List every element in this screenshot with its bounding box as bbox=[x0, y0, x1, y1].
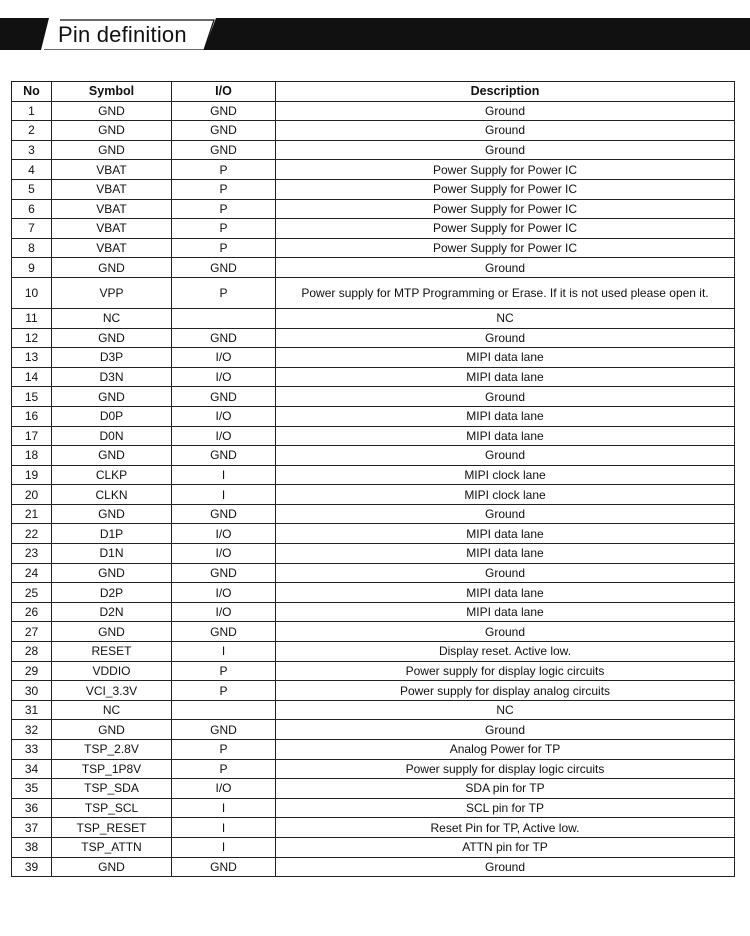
pin-io: GND bbox=[172, 328, 276, 348]
pin-description: Ground bbox=[276, 622, 735, 642]
pin-io: GND bbox=[172, 446, 276, 466]
header-symbol: Symbol bbox=[52, 82, 172, 102]
pin-io: I/O bbox=[172, 348, 276, 368]
pin-io: I bbox=[172, 798, 276, 818]
pin-io: P bbox=[172, 179, 276, 199]
pin-description: ATTN pin for TP bbox=[276, 837, 735, 857]
pin-symbol: D3N bbox=[52, 367, 172, 387]
table-row bbox=[12, 504, 735, 524]
pin-symbol: VBAT bbox=[52, 160, 172, 180]
pin-description: Ground bbox=[276, 563, 735, 583]
pin-symbol: D1P bbox=[52, 524, 172, 544]
pin-io: I/O bbox=[172, 524, 276, 544]
pin-symbol: GND bbox=[52, 328, 172, 348]
pin-number: 23 bbox=[12, 544, 52, 564]
table-row bbox=[12, 602, 735, 622]
pin-description: Ground bbox=[276, 720, 735, 740]
pin-description: Power supply for display logic circuits bbox=[276, 759, 735, 779]
pin-number: 25 bbox=[12, 583, 52, 603]
pin-number: 12 bbox=[12, 328, 52, 348]
pin-number: 29 bbox=[12, 661, 52, 681]
pin-symbol: TSP_1P8V bbox=[52, 759, 172, 779]
pin-number: 2 bbox=[12, 121, 52, 141]
pin-number: 16 bbox=[12, 406, 52, 426]
pin-description: Power supply for display logic circuits bbox=[276, 661, 735, 681]
table-row bbox=[12, 779, 735, 799]
pin-description: Power supply for display analog circuits bbox=[276, 681, 735, 701]
table-row bbox=[12, 465, 735, 485]
pin-description: Ground bbox=[276, 101, 735, 121]
pin-symbol: GND bbox=[52, 446, 172, 466]
pin-io: P bbox=[172, 219, 276, 239]
pin-io: I bbox=[172, 818, 276, 838]
pin-description: Power Supply for Power IC bbox=[276, 160, 735, 180]
table-row bbox=[12, 759, 735, 779]
pin-number: 20 bbox=[12, 485, 52, 505]
pin-number: 17 bbox=[12, 426, 52, 446]
pin-description: Analog Power for TP bbox=[276, 740, 735, 760]
pin-number: 31 bbox=[12, 700, 52, 720]
table-row bbox=[12, 798, 735, 818]
pin-description: Display reset. Active low. bbox=[276, 642, 735, 662]
pin-description: MIPI data lane bbox=[276, 583, 735, 603]
pin-symbol: GND bbox=[52, 258, 172, 278]
pin-symbol: GND bbox=[52, 121, 172, 141]
pin-io: P bbox=[172, 277, 276, 308]
table-body bbox=[12, 101, 735, 877]
pin-definition-table bbox=[11, 81, 735, 877]
pin-symbol: GND bbox=[52, 563, 172, 583]
table-row bbox=[12, 446, 735, 466]
table-row bbox=[12, 642, 735, 662]
pin-symbol: GND bbox=[52, 387, 172, 407]
pin-io: GND bbox=[172, 622, 276, 642]
pin-number: 11 bbox=[12, 308, 52, 328]
pin-number: 27 bbox=[12, 622, 52, 642]
pin-symbol: GND bbox=[52, 140, 172, 160]
table-row bbox=[12, 740, 735, 760]
pin-description: Ground bbox=[276, 446, 735, 466]
table-row bbox=[12, 199, 735, 219]
table-row bbox=[12, 524, 735, 544]
table-row bbox=[12, 681, 735, 701]
pin-description: Power supply for MTP Programming or Erase. If it is not used please open it. bbox=[276, 277, 735, 308]
pin-io: GND bbox=[172, 387, 276, 407]
pin-number: 37 bbox=[12, 818, 52, 838]
table-row bbox=[12, 160, 735, 180]
pin-description: Power Supply for Power IC bbox=[276, 219, 735, 239]
table-row bbox=[12, 837, 735, 857]
pin-symbol: D0P bbox=[52, 406, 172, 426]
pin-symbol: GND bbox=[52, 622, 172, 642]
pin-number: 33 bbox=[12, 740, 52, 760]
pin-io bbox=[172, 308, 276, 328]
pin-io: I bbox=[172, 465, 276, 485]
pin-number: 15 bbox=[12, 387, 52, 407]
pin-description: Power Supply for Power IC bbox=[276, 179, 735, 199]
pin-symbol: TSP_2.8V bbox=[52, 740, 172, 760]
pin-number: 34 bbox=[12, 759, 52, 779]
table-row bbox=[12, 406, 735, 426]
pin-description: Ground bbox=[276, 857, 735, 877]
pin-symbol: NC bbox=[52, 308, 172, 328]
pin-symbol: D2N bbox=[52, 602, 172, 622]
pin-description: Ground bbox=[276, 387, 735, 407]
pin-io: I/O bbox=[172, 544, 276, 564]
pin-description: Ground bbox=[276, 504, 735, 524]
pin-io: P bbox=[172, 681, 276, 701]
pin-number: 13 bbox=[12, 348, 52, 368]
pin-description: MIPI data lane bbox=[276, 544, 735, 564]
pin-io: P bbox=[172, 661, 276, 681]
pin-description: Power Supply for Power IC bbox=[276, 199, 735, 219]
pin-symbol: VCI_3.3V bbox=[52, 681, 172, 701]
pin-description: MIPI data lane bbox=[276, 406, 735, 426]
header-description: Description bbox=[276, 82, 735, 102]
pin-number: 5 bbox=[12, 179, 52, 199]
pin-symbol: VBAT bbox=[52, 219, 172, 239]
pin-description: Ground bbox=[276, 328, 735, 348]
pin-io: GND bbox=[172, 563, 276, 583]
pin-symbol: CLKN bbox=[52, 485, 172, 505]
pin-number: 32 bbox=[12, 720, 52, 740]
table-row bbox=[12, 700, 735, 720]
pin-description: MIPI clock lane bbox=[276, 485, 735, 505]
pin-description: NC bbox=[276, 308, 735, 328]
pin-io: GND bbox=[172, 140, 276, 160]
pin-symbol: GND bbox=[52, 504, 172, 524]
table-row bbox=[12, 367, 735, 387]
pin-io: P bbox=[172, 199, 276, 219]
pin-symbol: CLKP bbox=[52, 465, 172, 485]
pin-io: I bbox=[172, 485, 276, 505]
pin-number: 6 bbox=[12, 199, 52, 219]
table-row bbox=[12, 258, 735, 278]
table-row bbox=[12, 140, 735, 160]
pin-number: 19 bbox=[12, 465, 52, 485]
pin-io: P bbox=[172, 160, 276, 180]
pin-number: 24 bbox=[12, 563, 52, 583]
pin-description: Power Supply for Power IC bbox=[276, 238, 735, 258]
pin-description: MIPI data lane bbox=[276, 348, 735, 368]
table-row bbox=[12, 485, 735, 505]
table-row bbox=[12, 277, 735, 308]
pin-symbol: D0N bbox=[52, 426, 172, 446]
pin-io: I/O bbox=[172, 779, 276, 799]
pin-number: 18 bbox=[12, 446, 52, 466]
pin-number: 26 bbox=[12, 602, 52, 622]
pin-number: 4 bbox=[12, 160, 52, 180]
table-row bbox=[12, 720, 735, 740]
pin-description: Reset Pin for TP, Active low. bbox=[276, 818, 735, 838]
pin-symbol: TSP_SDA bbox=[52, 779, 172, 799]
table-row bbox=[12, 622, 735, 642]
pin-io: P bbox=[172, 740, 276, 760]
table-row bbox=[12, 348, 735, 368]
pin-description: MIPI clock lane bbox=[276, 465, 735, 485]
pin-number: 9 bbox=[12, 258, 52, 278]
pin-number: 36 bbox=[12, 798, 52, 818]
table-row bbox=[12, 563, 735, 583]
table-row bbox=[12, 583, 735, 603]
table-row bbox=[12, 387, 735, 407]
pin-number: 1 bbox=[12, 101, 52, 121]
table-row bbox=[12, 544, 735, 564]
pin-description: Ground bbox=[276, 140, 735, 160]
pin-symbol: NC bbox=[52, 700, 172, 720]
pin-symbol: GND bbox=[52, 101, 172, 121]
table-row bbox=[12, 426, 735, 446]
pin-symbol: VPP bbox=[52, 277, 172, 308]
pin-description: SCL pin for TP bbox=[276, 798, 735, 818]
pin-number: 3 bbox=[12, 140, 52, 160]
pin-symbol: TSP_SCL bbox=[52, 798, 172, 818]
pin-number: 21 bbox=[12, 504, 52, 524]
table-row bbox=[12, 818, 735, 838]
pin-description: MIPI data lane bbox=[276, 524, 735, 544]
pin-io: I/O bbox=[172, 367, 276, 387]
pin-symbol: VBAT bbox=[52, 238, 172, 258]
pin-symbol: VBAT bbox=[52, 179, 172, 199]
pin-description: MIPI data lane bbox=[276, 367, 735, 387]
pin-number: 30 bbox=[12, 681, 52, 701]
pin-symbol: D1N bbox=[52, 544, 172, 564]
header-io: I/O bbox=[172, 82, 276, 102]
table-row bbox=[12, 121, 735, 141]
pin-io: I/O bbox=[172, 602, 276, 622]
section-title: Pin definition bbox=[58, 22, 187, 47]
pin-number: 8 bbox=[12, 238, 52, 258]
table-row bbox=[12, 238, 735, 258]
table-row bbox=[12, 661, 735, 681]
header-no: No bbox=[12, 82, 52, 102]
pin-description: SDA pin for TP bbox=[276, 779, 735, 799]
pin-symbol: VDDIO bbox=[52, 661, 172, 681]
pin-io: GND bbox=[172, 857, 276, 877]
pin-io: GND bbox=[172, 720, 276, 740]
pin-io: P bbox=[172, 759, 276, 779]
pin-description: MIPI data lane bbox=[276, 426, 735, 446]
table-header-row bbox=[12, 82, 735, 102]
table-row bbox=[12, 101, 735, 121]
pin-io: I/O bbox=[172, 583, 276, 603]
pin-number: 28 bbox=[12, 642, 52, 662]
pin-symbol: VBAT bbox=[52, 199, 172, 219]
pin-description: Ground bbox=[276, 121, 735, 141]
pin-symbol: TSP_RESET bbox=[52, 818, 172, 838]
pin-io: I/O bbox=[172, 426, 276, 446]
pin-io: I bbox=[172, 642, 276, 662]
section-banner bbox=[0, 18, 750, 50]
pin-io: P bbox=[172, 238, 276, 258]
table-row bbox=[12, 308, 735, 328]
pin-io: I bbox=[172, 837, 276, 857]
table-row bbox=[12, 179, 735, 199]
pin-io: GND bbox=[172, 258, 276, 278]
pin-number: 22 bbox=[12, 524, 52, 544]
table-row bbox=[12, 328, 735, 348]
pin-io: GND bbox=[172, 101, 276, 121]
pin-number: 14 bbox=[12, 367, 52, 387]
pin-symbol: GND bbox=[52, 857, 172, 877]
pin-io bbox=[172, 700, 276, 720]
pin-symbol: D2P bbox=[52, 583, 172, 603]
pin-symbol: D3P bbox=[52, 348, 172, 368]
pin-description: MIPI data lane bbox=[276, 602, 735, 622]
pin-symbol: TSP_ATTN bbox=[52, 837, 172, 857]
table-row bbox=[12, 857, 735, 877]
pin-description: Ground bbox=[276, 258, 735, 278]
pin-symbol: GND bbox=[52, 720, 172, 740]
pin-io: I/O bbox=[172, 406, 276, 426]
pin-io: GND bbox=[172, 504, 276, 524]
pin-number: 39 bbox=[12, 857, 52, 877]
pin-description: NC bbox=[276, 700, 735, 720]
pin-number: 10 bbox=[12, 277, 52, 308]
pin-number: 7 bbox=[12, 219, 52, 239]
pin-number: 35 bbox=[12, 779, 52, 799]
pin-number: 38 bbox=[12, 837, 52, 857]
pin-io: GND bbox=[172, 121, 276, 141]
pin-symbol: RESET bbox=[52, 642, 172, 662]
table-row bbox=[12, 219, 735, 239]
